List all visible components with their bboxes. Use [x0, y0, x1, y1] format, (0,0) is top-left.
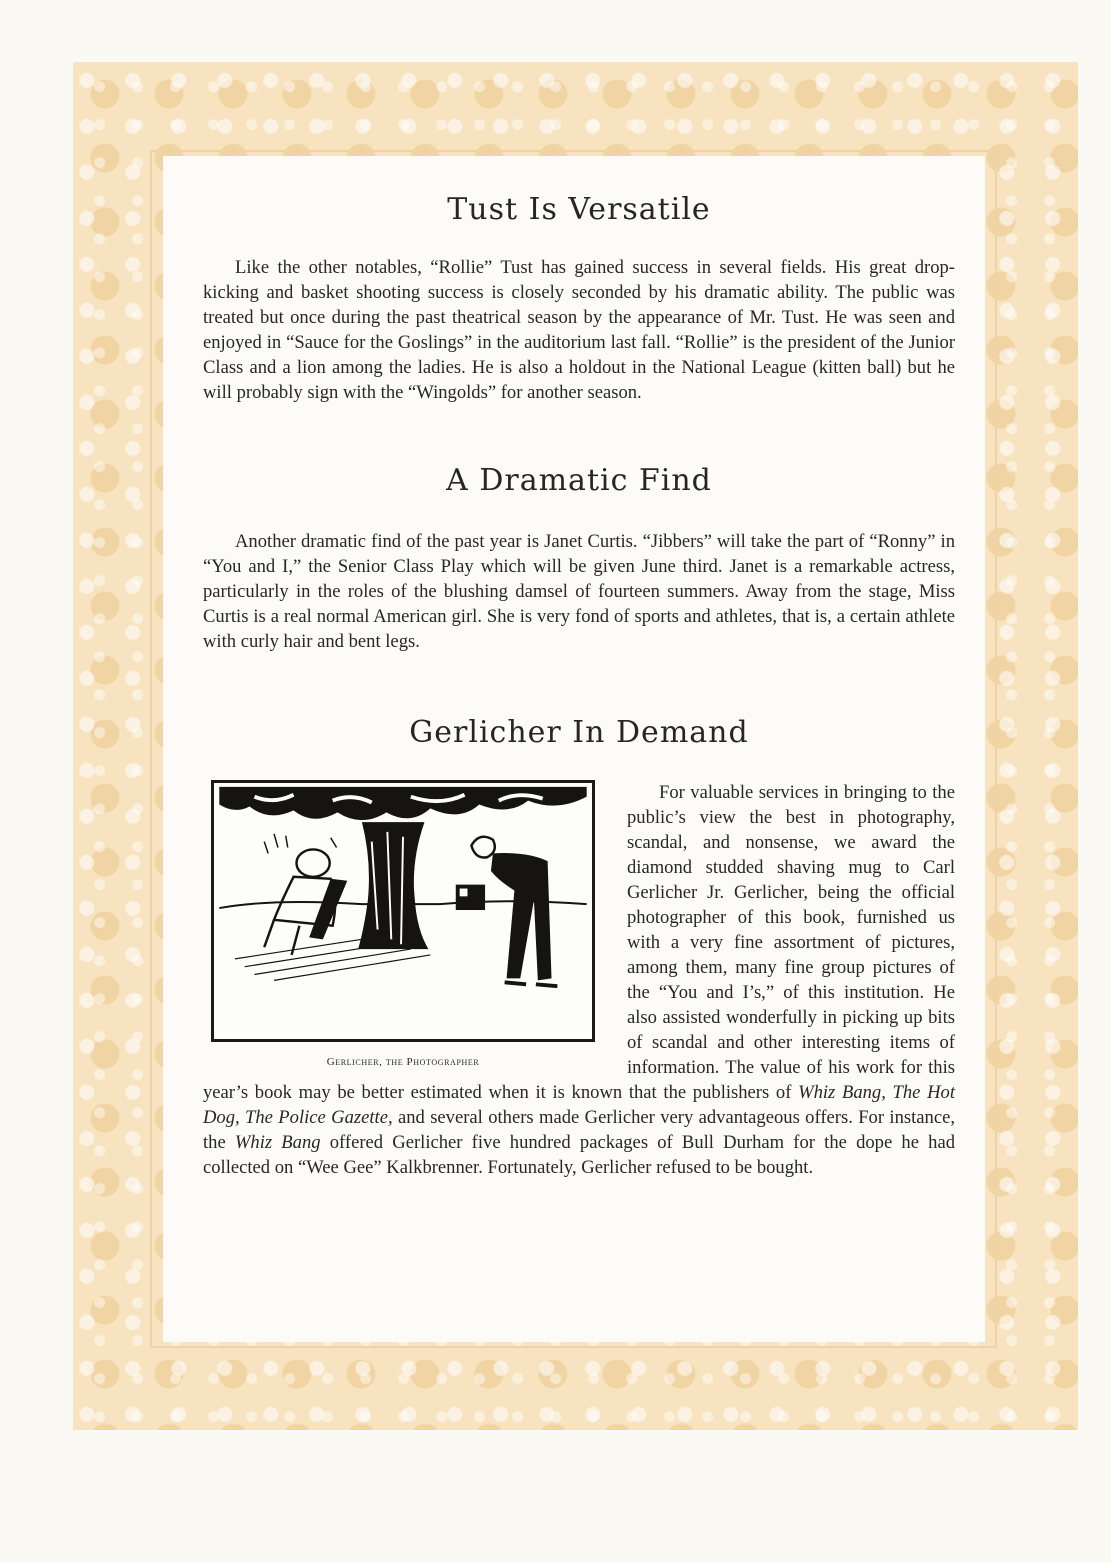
section-title-gerlicher: Gerlicher In Demand — [409, 715, 749, 750]
body-part-1: For valuable services in bringing to the public’s view the best in photography, scandal, and nonsense, we award the diamond studded shaving mug to Carl Gerlicher Jr. Gerlicher, being the official photographer of this book, furnished us with a very fine assortment of pictures, among them, many fine group pictures of the “You and I’s,” of this institution. He also assisted wonderfully in picking up bits of scandal and other interesting items of information. The value of his work for this year’s book may be better estimated when it is known that the publishers of — [203, 782, 955, 1103]
photographer-cartoon-illustration — [211, 780, 595, 1042]
section-title-tust: Tust Is Versatile — [447, 192, 711, 227]
publication-whiz-bang: Whiz Bang — [234, 1132, 321, 1153]
section-body-tust: Like the other notables, “Rollie” Tust has gained success in several fields. His great drop-kicking and basket shooting success is closely seconded by his dramatic ability. The public was treated but once during the past theatrical season by the appearance of Mr. Tust. He was seen and enjoyed in “Sauce for the Goslings” in the auditorium last fall. “Rollie” is the president of the Junior Class and a lion among the ladies. He is also a holdout in the National League (kitten ball) but he will probably sign with the “Wingolds” for another season. — [203, 257, 955, 403]
cartoon-figure — [203, 780, 593, 1068]
section-title-dramatic-find: A Dramatic Find — [446, 463, 712, 498]
publication-titles: Whiz Bang, The Hot Dog, The Police Gazette, — [203, 1082, 956, 1128]
figure-caption: Gerlicher, the Photographer — [326, 1056, 480, 1068]
body-part-3: offered Gerlicher five hundred packages of Bull Durham for the dope he had collected on “Wee Gee” Kalkbrenner. Fortunately, Gerlicher refused to be bought. — [203, 1132, 955, 1178]
body-part-2: and several others made Gerlicher very advantageous offers. For instance, the — [203, 1107, 955, 1153]
text-column — [203, 180, 955, 1180]
section-body-dramatic-find: Another dramatic find of the past year is Janet Curtis. “Jibbers” will take the part of “Ronny” in “You and I,” the Senior Class Play which will be given June third. Janet is a remarkable actress, particularly in the roles of the blushing damsel of fourteen summers. Away from the stage, Miss Curtis is a real normal American girl. She is very fond of sports and athletes, that is, a certain athlete with curly hair and bent legs. — [203, 531, 955, 652]
